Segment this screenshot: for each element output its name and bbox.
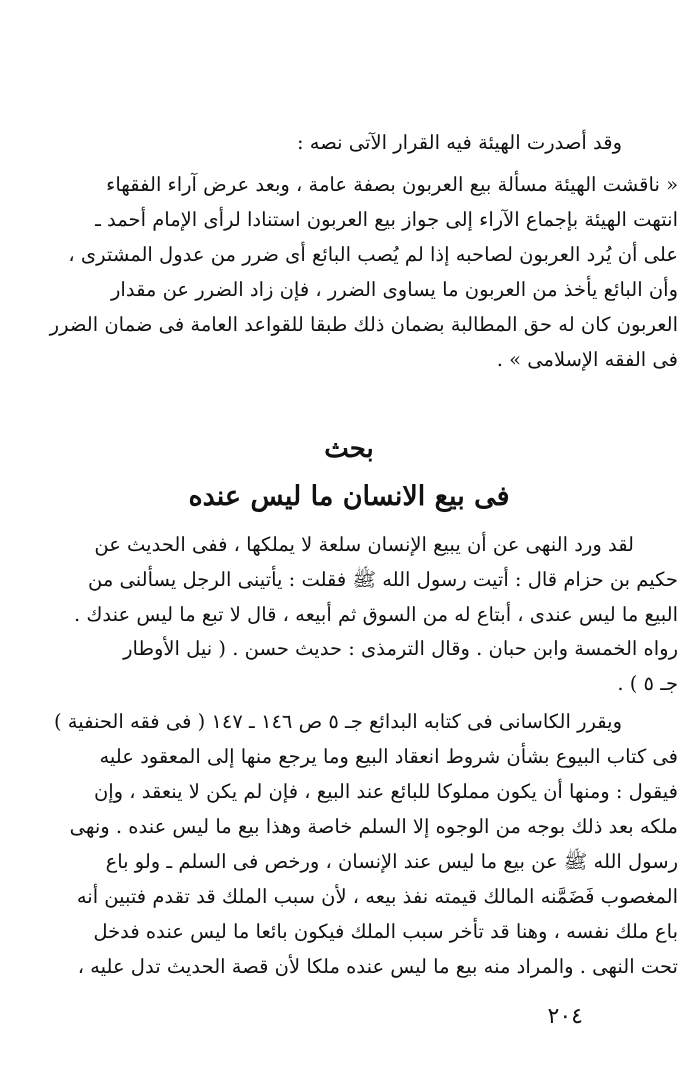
resolution-line: على أن يُرد العربون لصاحبه إذا لم يُصب البائع أى ضرر من عدول المشترى ، xyxy=(68,243,678,266)
resolution-line: « ناقشت الهيئة مسألة بيع العربون بصفة عامة ، وبعد عرض آراء الفقهاء xyxy=(106,173,678,196)
paragraph-line: المغصوب فَضَمَّنه المالك قيمته نفذ بيعه ، لأن سبب الملك قد تقدم فتبين أنه xyxy=(76,885,678,908)
paragraph-line: فى كتاب البيوع بشأن شروط انعقاد البيع وما يرجع منها إلى المعقود عليه xyxy=(99,745,678,768)
section-heading: بحث xyxy=(324,434,374,464)
paragraph-line: لقد ورد النهى عن أن يبيع الإنسان سلعة لا يملكها ، ففى الحديث عن xyxy=(94,533,634,556)
paragraph-line: رواه الخمسة وابن حبان . وقال الترمذى : حديث حسن . ( نيل الأوطار xyxy=(123,637,678,660)
resolution-line-last: فى الفقه الإسلامى » . xyxy=(496,348,678,371)
paragraph-line: فيقول : ومنها أن يكون مملوكا للبائع عند البيع ، فإن لم يكن لا ينعقد ، وإن xyxy=(93,780,678,803)
resolution-line: العربون كان له حق المطالبة بضمان ذلك طبقا للقواعد العامة فى ضمان الضرر xyxy=(49,313,678,336)
paragraph-line: تحت النهى . والمراد منه بيع ما ليس عنده ملكا لأن قصة الحديث تدل عليه ، xyxy=(77,955,678,978)
resolution-line: وأن البائع يأخذ من العربون ما يساوى الضرر ، فإن زاد الضرر عن مقدار xyxy=(111,278,678,301)
paragraph-line: ملكه بعد ذلك بوجه من الوجوه إلا السلم خاصة وهذا بيع ما ليس عنده . ونهى xyxy=(69,815,678,838)
paragraph-line: حكيم بن حزام قال : أتيت رسول الله ﷺ فقلت : يأتينى الرجل يسألنى من xyxy=(88,568,678,591)
paragraph-line: البيع ما ليس عندى ، أبتاع له من السوق ثم أبيعه ، قال لا تبع ما ليس عندك . xyxy=(73,603,678,626)
paragraph-line: رسول الله ﷺ عن بيع ما ليس عند الإنسان ، ورخص فى السلم ـ ولو باع xyxy=(105,850,678,873)
resolution-intro: وقد أصدرت الهيئة فيه القرار الآتى نصه : xyxy=(297,131,622,154)
paragraph-line: ويقرر الكاسانى فى كتابه البدائع جـ ٥ ص ١٤٦ ـ ١٤٧ ( فى فقه الحنفية ) xyxy=(53,710,622,733)
resolution-line: انتهت الهيئة بإجماع الآراء إلى جواز بيع العربون استنادا لرأى الإمام أحمد ـ xyxy=(95,208,678,231)
paragraph-line-last: جـ ٥ ) . xyxy=(617,672,678,695)
page-number: ٢٠٤ xyxy=(547,1004,583,1029)
paragraph-line: باع ملك نفسه ، وهنا قد تأخر سبب الملك فيكون بائعا ما ليس عنده فدخل xyxy=(93,920,678,943)
section-subheading: فى بيع الانسان ما ليس عنده xyxy=(188,481,510,512)
